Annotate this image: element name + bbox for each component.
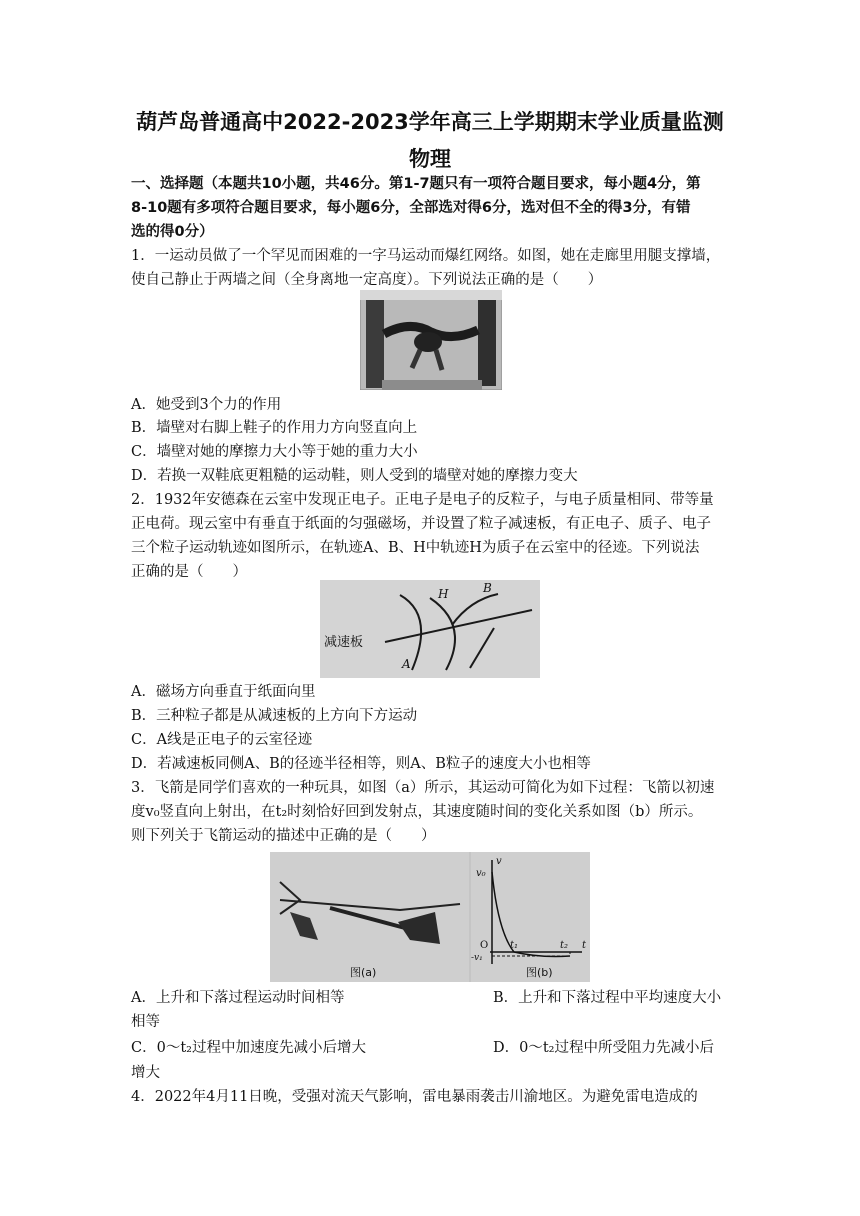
q2-option-a: A．磁场方向垂直于纸面向里	[131, 684, 316, 700]
q1-stem-line-1: 1．一运动员做了一个罕见而困难的一字马运动而爆红网络。如图，她在走廊里用腿支撑墙，	[131, 248, 721, 264]
section-heading-line-3: 选的得0分）	[131, 224, 214, 240]
q3-figure	[270, 852, 590, 982]
q1-split-figure	[360, 290, 502, 390]
section-heading-line-1: 一、选择题（本题共10小题，共46分。第1-7题只有一项符合题目要求，每小题4分，第	[131, 176, 701, 192]
q3-label-t2: t₂	[560, 940, 569, 951]
q1-option-c: C．墙壁对她的摩擦力大小等于她的重力大小	[131, 444, 418, 460]
exam-title: 葫芦岛普通高中2022-2023学年高三上学期期末学业质量监测	[136, 110, 724, 134]
q3-label-v0: v₀	[476, 868, 486, 879]
q1-option-d: D．若换一双鞋底更粗糙的运动鞋，则人受到的墙壁对她的摩擦力变大	[131, 468, 578, 484]
q2-stem-line-2: 正电荷。现云室中有垂直于纸面的匀强磁场，并设置了粒子减速板，有正电子、质子、电子	[131, 516, 711, 532]
q2-label-a: A	[402, 657, 411, 671]
q2-plate-label: 减速板	[324, 635, 364, 650]
q1-option-a: A．她受到3个力的作用	[131, 397, 282, 413]
q2-stem-line-1: 2．1932年安德森在云室中发现正电子。正电子是电子的反粒子，与电子质量相同、带等量	[131, 492, 714, 508]
q3-stem-line-2: 度v₀竖直向上射出，在t₂时刻恰好回到发射点，其速度随时间的变化关系如图（b）所示。	[131, 804, 703, 820]
q3-stem-line-1: 3．飞箭是同学们喜欢的一种玩具，如图（a）所示，其运动可简化为如下过程：飞箭以初速	[131, 780, 715, 796]
q2-stem-line-4: 正确的是（ ）	[131, 564, 247, 580]
q3-label-t: t	[582, 940, 587, 951]
q3-label-origin: O	[480, 940, 489, 951]
q2-label-h: H	[438, 587, 449, 601]
q1-option-b: B．墙壁对右脚上鞋子的作用力方向竖直向上	[131, 420, 418, 436]
q2-label-b: B	[483, 581, 492, 595]
q3-label-neg-v1: -v₁	[471, 953, 483, 963]
q3-fig-b-caption: 图(b)	[526, 966, 553, 979]
q3-option-d-continued: 增大	[131, 1065, 160, 1081]
q3-stem-line-3: 则下列关于飞箭运动的描述中正确的是（ ）	[131, 828, 436, 844]
exam-subject: 物理	[409, 147, 451, 171]
q2-option-d: D．若减速板同侧A、B的径迹半径相等，则A、B粒子的速度大小也相等	[131, 756, 591, 772]
q2-option-b: B．三种粒子都是从减速板的上方向下方运动	[131, 708, 418, 724]
q3-label-t1: t₁	[510, 940, 519, 951]
q1-stem-line-2: 使自己静止于两墙之间（全身离地一定高度）。下列说法正确的是（ ）	[131, 272, 603, 288]
section-heading-line-2: 8-10题有多项符合题目要求，每小题6分，全部选对得6分，选对但不全的得3分，有错	[131, 200, 691, 216]
q3-option-a: A．上升和下落过程运动时间相等	[131, 990, 345, 1006]
q3-option-b: B．上升和下落过程中平均速度大小	[493, 990, 722, 1006]
q2-stem-line-3: 三个粒子运动轨迹如图所示，在轨迹A、B、H中轨迹H为质子在云室中的径迹。下列说法	[131, 540, 700, 556]
q2-cloud-chamber-figure	[320, 580, 540, 678]
q2-option-c: C．A线是正电子的云室径迹	[131, 732, 313, 748]
q3-fig-a-caption: 图(a)	[350, 966, 377, 979]
q3-option-c: C．0～t₂过程中加速度先减小后增大	[131, 1040, 366, 1056]
q3-label-v: v	[496, 856, 502, 867]
q4-stem-line-1: 4．2022年4月11日晚，受强对流天气影响，雷电暴雨袭击川渝地区。为避免雷电造成的	[131, 1089, 698, 1105]
q3-option-b-continued: 相等	[131, 1014, 160, 1030]
q3-option-d: D．0～t₂过程中所受阻力先减小后	[493, 1040, 714, 1056]
